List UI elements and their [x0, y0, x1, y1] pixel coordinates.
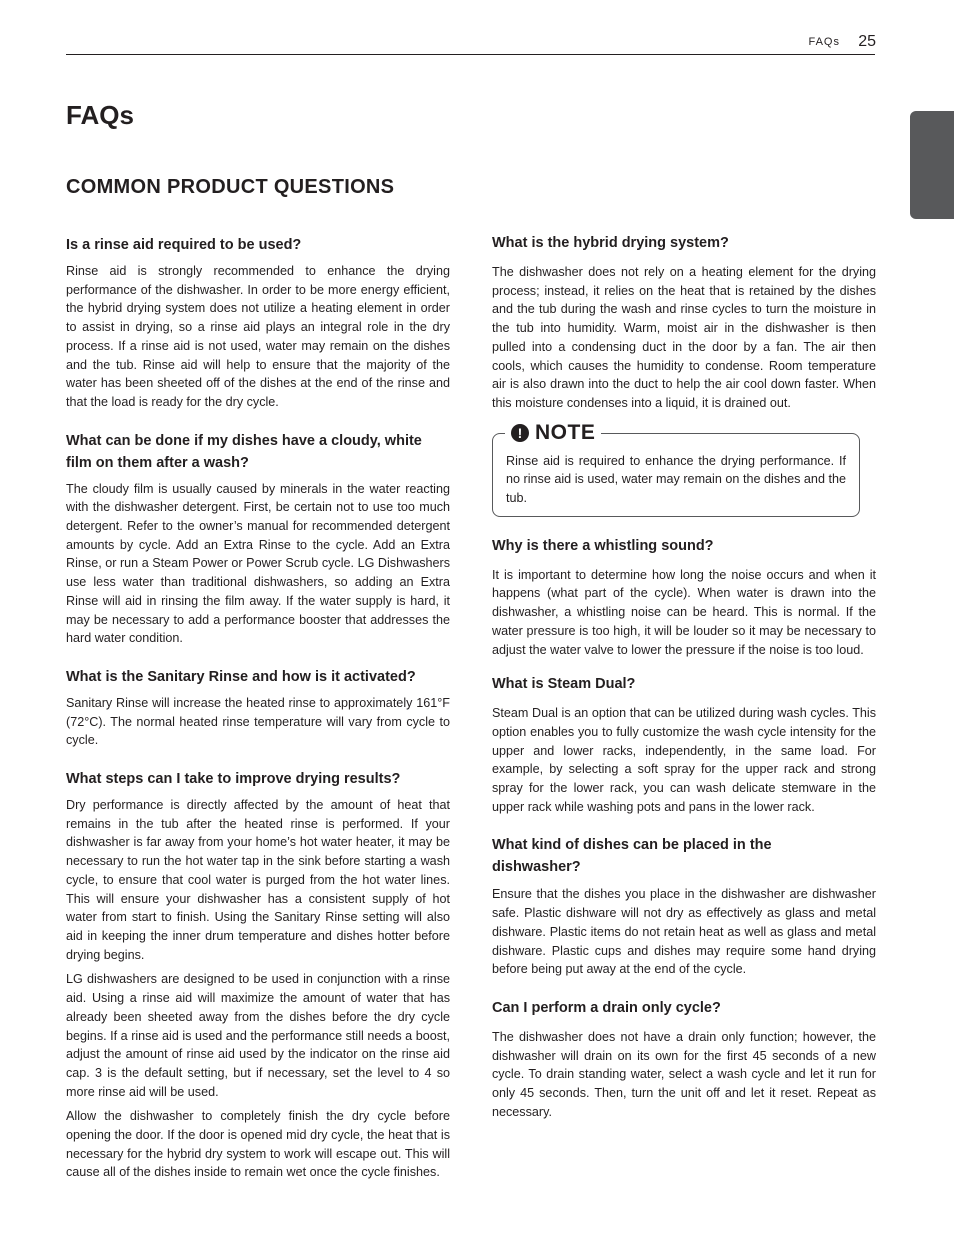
faq-answer: Sanitary Rinse will increase the heated rinse to approximately 161°F (72°C). The normal heated rinse temperature will vary from cycle to cycle.	[66, 695, 450, 748]
spacer	[66, 750, 450, 768]
faq-question: What is the Sanitary Rinse and how is it activated?	[66, 668, 416, 685]
page-title: FAQs	[66, 100, 134, 130]
section-title: COMMON PRODUCT QUESTIONS	[66, 176, 395, 198]
faq-question: What can be done if my dishes have a cloudy, white film on them after a wash?	[66, 432, 422, 471]
faq-answer: The cloudy film is usually caused by minerals in the water reacting with the dishwasher detergent. First, be certain not to use too much detergent. Refer to the owner’s manual for recommended detergent amounts by cycle. Add an Extra Rinse to the cycle. Add an Extra Rinse, or run a Steam Power or Power Scrub cycle. LG Dishwashers use less water than traditional dishwashers, so adding an Extra Rinse will aid in rinsing the film away. If the water supply is hard, it may be necessary to add a performance booster that addresses the hard water condition.	[66, 481, 450, 646]
faq-item	[492, 997, 876, 1122]
faq-answer: Dry performance is directly affected by the amount of heat that remains in the tub after the heated rinse is performed. If your dishwasher is far away from your home’s hot water heater, it may be necessary to run the hot water tap in the sink before starting a wash cycle, to ensure that cool water is purged from the hot water lines. This will ensure your dishwasher has a consistent supply of hot water from start to finish. Using the Sanitary Rinse setting will also aid in keeping the inner drum temperature and dishes hotter before drying begins.	[66, 798, 450, 962]
header-rule	[66, 54, 875, 55]
faq-item	[492, 673, 876, 816]
faq-item	[66, 666, 450, 750]
header-section-label: FAQs	[808, 36, 840, 48]
faq-answer: It is important to determine how long the noise occurs and when it happens (what part of the cycle). When water is drawn into the dishwasher, a whistling noise can be heard. This is normal. If the water pressure is too high, it will be louder so it may be necessary to adjust the water valve to lower the pressure if the noise is too loud.	[492, 567, 876, 657]
faq-answer: LG dishwashers are designed to be used in conjunction with a rinse aid. Using a rinse aid will maximize the amount of water that has already been sheeted away from the dishes before the dry cycle begins. If a rinse aid is used and the performance still needs a boost, adjust the amount of rinse aid used by the indicator on the rinse aid cap. 3 is the default setting, but if necessary, set the level to 4 so more rinse aid will be used.	[66, 972, 450, 1099]
left-column	[66, 234, 450, 1182]
spacer	[492, 517, 876, 535]
note-box	[492, 420, 860, 517]
faq-answer: Ensure that the dishes you place in the dishwasher are dishwasher safe. Plastic dishware will not dry as effectively as glass and metal dishware. Plastic items do not retain heat as well as glass and metal dishware. Plastic cups and dishes may require some hand drying before being put away at the end of the cycle.	[492, 887, 876, 977]
faq-question: What is Steam Dual?	[492, 676, 636, 693]
faq-question: Is a rinse aid required to be used?	[66, 237, 302, 253]
spacer	[66, 648, 450, 666]
faq-answer: The dishwasher does not have a drain only function; however, the dishwasher will drain on its own for the first 45 seconds of a new cycle. To drain standing water, select a wash cycle and let it run for only 45 seconds. Then, turn the unit off and let it reset. Repeat as necessary.	[492, 1029, 876, 1119]
faq-item	[66, 768, 450, 1182]
faq-answer: Steam Dual is an option that can be utilized during wash cycles. This option enables you to fully customize the wash cycle intensity for the upper and lower racks, independently, in the same load. For example, by selecting a soft spray for the upper rack and strong spray for the lower rack, you can wash delicate stemware in the upper rack while washing pots and pans in the lower rack.	[492, 706, 876, 814]
note-header	[505, 421, 601, 445]
note-label: NOTE	[535, 420, 596, 444]
faq-question: What is the hybrid drying system?	[492, 235, 729, 251]
faq-answer: Rinse aid is strongly recommended to enhance the drying performance of the dishwasher. In order to be more energy efficient, the hybrid drying system does not utilize a heating element in order to assist in drying, so a rinse aid plays an integral role in the dry process. If a rinse aid is not used, water may remain on the dishes and the tub. Rinse aid will help to ensure that the majority of the water has been sheeted off of the dishes at the end of the rinse and that the load is ready for the dry cycle.	[66, 264, 450, 409]
spacer	[492, 816, 876, 834]
note-text: Rinse aid is required to enhance the drying performance. If no rinse aid is used, water may remain on the dishes and the tub.	[506, 453, 846, 506]
page-number: 25	[858, 33, 876, 50]
faq-item	[66, 234, 450, 412]
faq-question: What steps can I take to improve drying results?	[66, 771, 401, 788]
faq-question: Why is there a whistling sound?	[492, 537, 714, 554]
faq-item	[492, 834, 876, 979]
faq-question: What kind of dishes can be placed in the dishwasher?	[492, 837, 772, 876]
faq-answer: Allow the dishwasher to completely finish the dry cycle before opening the door. If the door is opened mid dry cycle, the heat that is necessary for the hybrid dry system to work will escape out. This will cause all of the dishes inside to remain wet once the cycle finishes.	[66, 1109, 450, 1180]
spacer	[66, 412, 450, 430]
spacer	[492, 659, 876, 673]
language-tab-label: ENGLISH	[888, 161, 905, 241]
right-column	[492, 232, 876, 1122]
spacer	[492, 979, 876, 997]
faq-question: Can I perform a drain only cycle?	[492, 999, 721, 1016]
faq-answer: The dishwasher does not rely on a heating element for the drying process; instead, it relies on the heat that is retained by the dishes and the tub during the wash and rinse cycles to turn the moisture in the tub into humidity. Warm, moist air in the dishwasher is then pulled into a condensing duct in the door by a fan. The air then cools, which causes the humidity to condense. Room temperature air is also drawn into the duct to help the air cool down faster. When this moisture condenses into a liquid, it is drained out.	[492, 265, 876, 410]
language-tab	[888, 111, 954, 241]
faq-item	[492, 535, 876, 660]
faq-item	[66, 430, 450, 648]
faq-item	[492, 232, 876, 413]
exclamation-icon: !	[511, 424, 529, 442]
